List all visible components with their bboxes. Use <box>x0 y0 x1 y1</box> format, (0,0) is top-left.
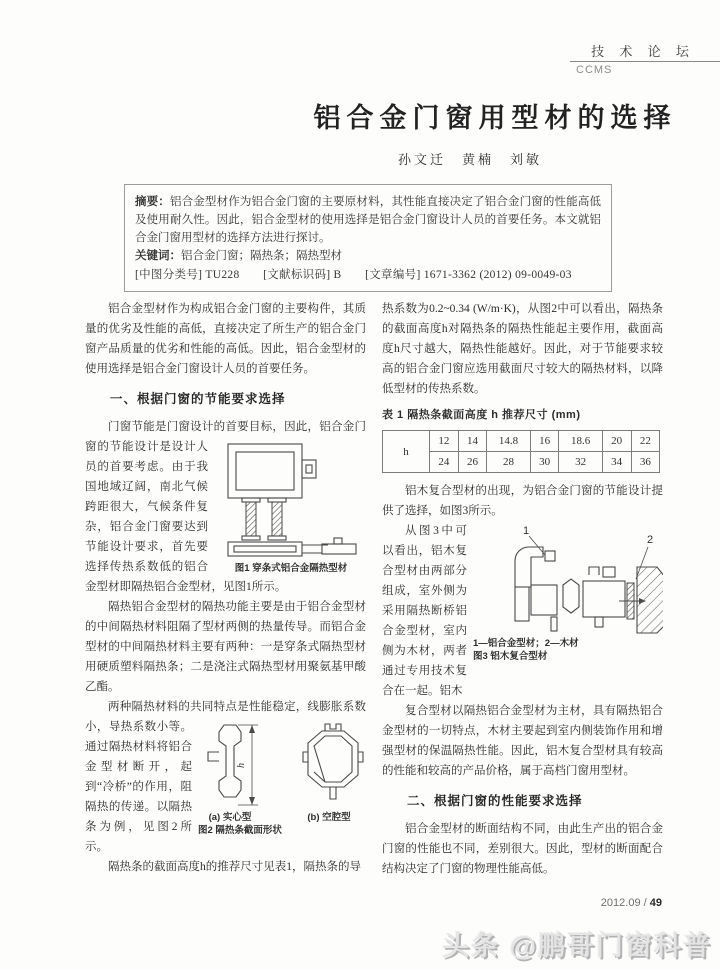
table-cell: 12 <box>430 431 459 452</box>
abstract-line <box>135 193 601 247</box>
paragraph-4-start: 两种隔热材料的共同特点是性能稳定，线膨胀系数 <box>108 701 366 713</box>
right-column <box>382 299 663 879</box>
paragraph-4-rest: 小，导热系数小等。通过隔热材料将铝合金型材断开，起到“冷桥”的作用，阻隔热的传递。以隔热条为例，见图2所示。 <box>85 721 192 853</box>
paragraph-7: 铝木复合型材的出现，为铝合金门窗的节能设计提供了选择，如图3所示。 <box>382 485 663 517</box>
figure1-thermal-break-profile-drawing <box>216 440 366 562</box>
article-authors: 孙文迁 黄楠 刘敏 <box>397 152 542 167</box>
paragraph-9: 复合型材以隔热铝合金型材为主材，具有隔热铝合金型材的一切特点，木材主要起到室内侧装饰作用和增强型材的保温隔热性能。因此，铝木复合型材具有较高的性能和较高的产品价格，属于高档门窗用型材。 <box>382 705 663 777</box>
figure2a <box>198 719 262 824</box>
paragraph-2-start: 门窗节能是门窗设计的首要目标，因此，铝合金门 <box>108 421 366 433</box>
table1-row-label: h <box>383 431 430 473</box>
table-cell: 20 <box>602 431 631 452</box>
paragraph-3: 隔热铝合金型材的隔热功能主要是由于铝合金型材的中间隔热材料阻隔了型材两侧的热量传导。而铝合金型材的中间隔热材料主要有两种：一是穿条式隔热型材用硬质塑料隔热条；二是浇注式隔热型材用聚氨基甲酸乙酯。 <box>85 601 366 693</box>
paragraph-5: 隔热条的截面高度h的推荐尺寸见表1，隔热条的导 <box>108 861 361 873</box>
figure2a-solid-strip-drawing <box>198 719 262 811</box>
abstract-label: 摘要： <box>135 196 170 208</box>
page-folio <box>380 897 662 909</box>
table-cell: 14.8 <box>487 431 530 452</box>
figure3-alu-wood-composite-drawing <box>473 523 663 637</box>
figure3-callout-1: 1 <box>523 525 530 537</box>
table-cell: 36 <box>631 452 660 473</box>
paragraph-6: 热系数为0.2~0.34 (W/m·K)，从图2中可以看出，隔热条的截面高度h对隔热条的隔热性能起主要作用，截面高度h尺寸越大，隔热性能越好。因此，对于节能要求较高的铝合金门窗应选用截面尺寸较大的隔热材料，以降低型材的传热系数。 <box>382 303 663 395</box>
table-cell: 24 <box>430 452 459 473</box>
keywords-label: 关键词： <box>135 250 181 262</box>
paragraph-10: 铝合金型材的断面结构不同，由此生产出的铝合金门窗的性能也不同，差别很大。因此，型材的断面配合结构决定了门窗的物理性能高低。 <box>382 823 663 875</box>
article-title: 铝合金门窗用型材的选择 <box>313 103 677 133</box>
section-heading-2: 二、根据门窗的性能要求选择 <box>407 794 583 808</box>
abstract-box <box>124 184 612 292</box>
table-row <box>383 431 660 452</box>
article-body <box>85 299 663 879</box>
figure2b-label: (b) 空腔型 <box>307 812 351 823</box>
table1-title: 表 1 隔热条截面高度 h 推荐尺寸 (mm) <box>382 409 581 421</box>
table-cell: 18.6 <box>559 431 602 452</box>
table-cell: 16 <box>530 431 559 452</box>
figure1-caption: 图1 穿条式铝合金隔热型材 <box>234 563 348 574</box>
figure2-caption: 图2 隔热条截面形状 <box>198 825 282 836</box>
journal-abbrev: CCMS <box>576 64 613 76</box>
watermark: 头条 @鹏哥门窗科普 <box>442 931 712 961</box>
figure2b-hollow-strip-drawing <box>292 719 366 811</box>
header-divider <box>570 61 720 62</box>
table-cell: 34 <box>602 452 631 473</box>
table-cell: 26 <box>458 452 487 473</box>
figure3-legend: 1—铝合金型材；2—木材 <box>473 638 579 649</box>
figure3-callout-2: 2 <box>647 534 654 546</box>
paragraph-1: 铝合金型材作为构成铝合金门窗的主要构件，其质量的优劣及性能的高低，直接决定了所生产的铝合金门窗产品质量的优劣和性能的高低。因此，铝合金型材的使用选择是铝合金门窗设计人员的首要任务。 <box>85 303 366 375</box>
folio-issue: 2012.09 <box>600 897 641 909</box>
column-header-label: 技 术 论 坛 <box>591 44 695 59</box>
keywords-line <box>135 247 601 265</box>
table-1 <box>382 430 660 473</box>
table-cell: 28 <box>487 452 530 473</box>
table-cell: 14 <box>458 431 487 452</box>
abstract-text: 铝合金型材作为铝合金门窗的主要原材料，其性能直接决定了铝合金门窗的性能高低及使用耐久性。因此，铝合金型材的使用选择是铝合金门窗设计人员的首要任务。本文就铝合金门窗用型材的选择方法进行探讨。 <box>135 196 602 244</box>
figure2b <box>292 719 366 824</box>
left-column <box>85 299 366 879</box>
keywords-text: 铝合金门窗；隔热条；隔热型材 <box>181 250 342 262</box>
section-heading-1: 一、根据门窗的节能要求选择 <box>110 392 286 406</box>
figure3-caption: 图3 铝木复合型材 <box>473 651 548 662</box>
figure2a-label: (a) 实心型 <box>208 812 252 823</box>
figure-1 <box>216 440 366 575</box>
paragraph-2 <box>85 417 366 597</box>
article-meta: [中图分类号] TU228 [文献标识码] B [文章编号] 1671-3362 (2012) 09-0049-03 <box>135 269 572 281</box>
figure-3 <box>473 523 663 663</box>
table-cell: 32 <box>559 452 602 473</box>
table-cell: 30 <box>530 452 559 473</box>
paragraph-8 <box>382 521 663 701</box>
folio-page-number: 49 <box>649 897 662 909</box>
figure2-dimension-label: h <box>236 763 247 768</box>
paragraph-2-rest: 窗的节能设计是设计人员的首要考虑。由于我国地域辽阔，南北气候跨距很大，气候条件复杂，铝合金门窗要达到节能设计要求，首先要选择传热系数低的铝合金型材即隔热铝合金型材，见图1所示。 <box>85 441 287 593</box>
paragraph-8-text: 从图3中可以看出，铝木复合型材由两部分组成，室外侧为采用隔热断桥铝合金型材，室内侧为木材，两者通过专用技术复合在一起。铝木 <box>382 525 467 697</box>
paragraph-4 <box>85 697 366 857</box>
folio-separator: / <box>643 897 647 909</box>
figure-2 <box>198 719 366 837</box>
table-cell: 22 <box>631 431 660 452</box>
figure2-drawings <box>198 719 366 824</box>
